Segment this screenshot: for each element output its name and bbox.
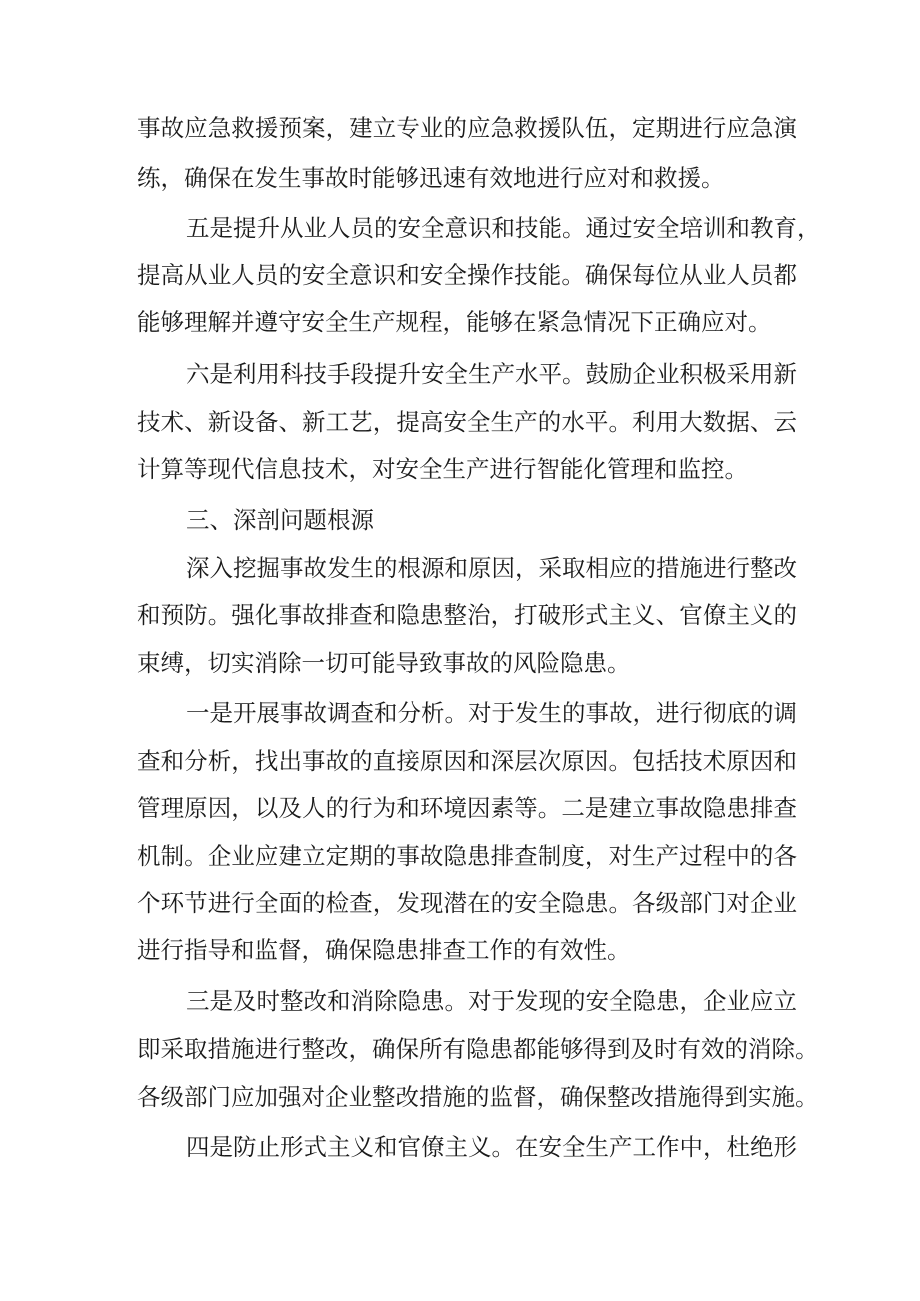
text-line: 能够理解并遵守安全生产规程，能够在紧急情况下正确应对。 [137, 308, 772, 336]
paragraph-start-line: 六是利用科技手段提升安全生产水平。鼓励企业积极采用新 [186, 360, 797, 388]
text-line: 机制。企业应建立定期的事故隐患排查制度，对生产过程中的各 [137, 842, 797, 870]
text-line: 事故应急救援预案，建立专业的应急救援队伍，定期进行应急演 [137, 114, 797, 142]
text-line: 各级部门应加强对企业整改措施的监督，确保整改措施得到实施。 [137, 1083, 819, 1111]
text-line: 查和分析，找出事故的直接原因和深层次原因。包括技术原因和 [137, 747, 797, 775]
text-line: 练，确保在发生事故时能够迅速有效地进行应对和救援。 [137, 164, 725, 192]
text-line: 个环节进行全面的检查，发现潜在的安全隐患。各级部门对企业 [137, 889, 797, 917]
text-line: 即采取措施进行整改，确保所有隐患都能够得到及时有效的消除。 [137, 1035, 819, 1063]
paragraph-start-line: 三是及时整改和消除隐患。对于发现的安全隐患，企业应立 [186, 987, 797, 1015]
section-heading: 三、深剖问题根源 [186, 506, 374, 534]
text-line: 管理原因，以及人的行为和环境因素等。二是建立事故隐患排查 [137, 794, 797, 822]
paragraph-start-line: 五是提升从业人员的安全意识和技能。通过安全培训和教育， [186, 214, 821, 242]
text-line: 计算等现代信息技术，对安全生产进行智能化管理和监控。 [137, 455, 748, 483]
text-line: 技术、新设备、新工艺，提高安全生产的水平。利用大数据、云 [137, 408, 797, 436]
paragraph-start-line: 深入挖掘事故发生的根源和原因，采取相应的措施进行整改 [186, 554, 797, 582]
paragraph-start-line: 四是防止形式主义和官僚主义。在安全生产工作中，杜绝形 [186, 1133, 797, 1161]
text-line: 束缚，切实消除一切可能导致事故的风险隐患。 [137, 649, 631, 677]
text-line: 提高从业人员的安全意识和安全操作技能。确保每位从业人员都 [137, 261, 797, 289]
text-line: 和预防。强化事故排查和隐患整治，打破形式主义、官僚主义的 [137, 601, 797, 629]
text-line: 进行指导和监督，确保隐患排查工作的有效性。 [137, 936, 631, 964]
paragraph-start-line: 一是开展事故调查和分析。对于发生的事故，进行彻底的调 [186, 699, 797, 727]
